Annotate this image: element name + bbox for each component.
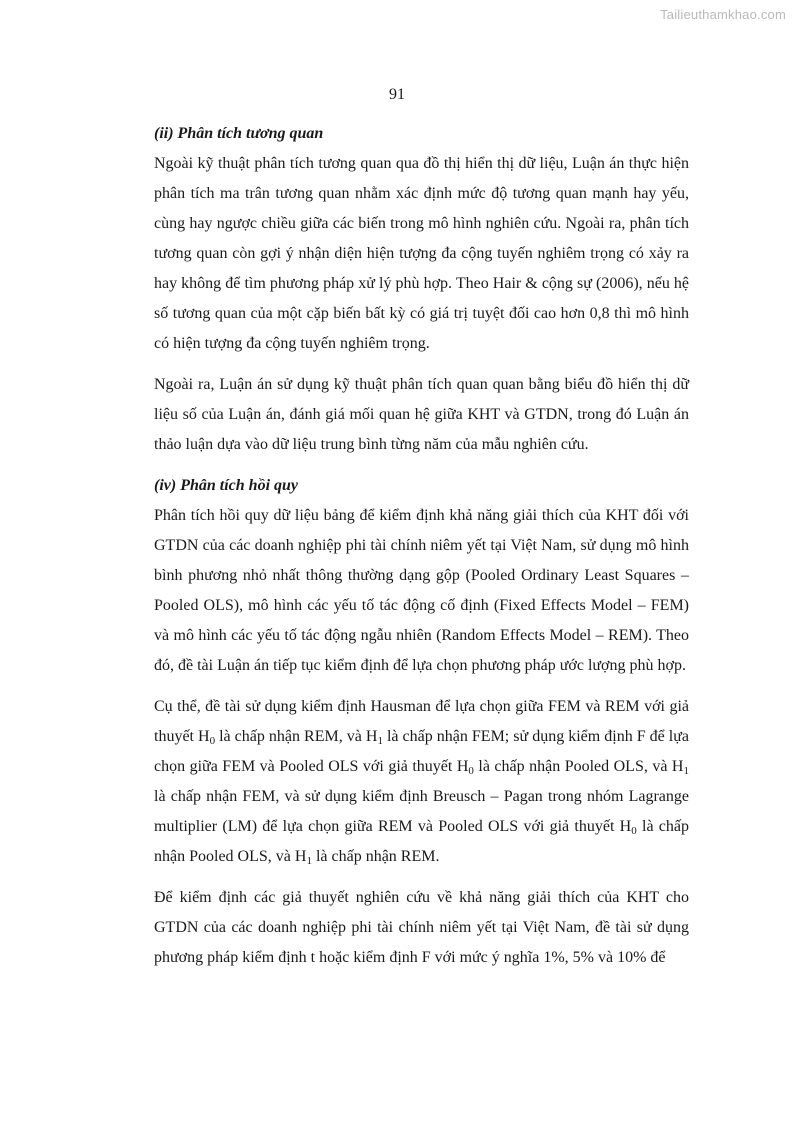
paragraph-text: Ngoài kỹ thuật phân tích tương quan qua đồ thị hiển thị dữ liệu, Luận án thực hiện phân tích ma trân tương quan nhằm xác định mức độ tương quan mạnh hay yếu, cùng hay ngược chiều giữa các biến trong mô hình nghiên cứu. Ngoài ra, phân tích tương quan còn gợi ý nhận diện hiện tượng đa cộng tuyến nghiêm trọng có xảy ra hay không để tìm phương pháp xử lý phù hợp. Theo Hair & cộng sự (2006), nếu hệ số tương quan của một cặp biến bất kỳ có giá trị tuyệt đối cao hơn 0,8 thì mô hình có hiện tượng đa cộng tuyến nghiêm trọng. <box>154 155 689 352</box>
subscript: 0 <box>209 735 216 747</box>
text-run: là chấp nhận Pooled OLS, và H <box>473 758 684 775</box>
paragraph <box>154 149 689 359</box>
subscript: 0 <box>468 765 474 777</box>
text-run: là chấp nhận REM. <box>311 848 440 865</box>
subscript: 1 <box>377 735 383 747</box>
paragraph <box>154 501 689 681</box>
subscript: 1 <box>306 855 312 867</box>
paragraph-text: Để kiểm định các giả thuyết nghiên cứu về khả năng giải thích của KHT cho GTDN của các doanh nghiệp phi tài chính niêm yết tại Việt Nam, đề tài sử dụng phương pháp kiểm định t hoặc kiểm định F với mức ý nghĩa 1%, 5% và 10% để <box>154 889 689 966</box>
document-body <box>154 119 689 973</box>
text-run: là chấp nhận Pooled OLS, và H <box>154 818 690 865</box>
text-run: là chấp nhận FEM, và sử dụng kiểm định Breusch – Pagan trong nhóm Lagrange multiplier (LM) để lựa chọn giữa REM và Pooled OLS với giả thuyết H <box>154 788 689 835</box>
text-run: Cụ thể, đề tài sử dụng kiểm định Hausman để lựa chọn giữa FEM và REM với giả thuyết H <box>154 698 689 745</box>
paragraph <box>154 370 689 460</box>
text-run: là chấp nhận REM, và H <box>215 728 378 745</box>
section-heading-regression: (iv) Phân tích hồi quy <box>154 477 299 494</box>
page-number: 91 <box>389 86 405 103</box>
watermark: Tailieuthamkhao.com <box>660 7 786 22</box>
text-run: là chấp nhận FEM; sử dụng kiểm định F để lựa chọn giữa FEM và Pooled OLS với giả thuyết H <box>154 728 690 775</box>
subscript: 1 <box>683 765 689 777</box>
paragraph-text: Phân tích hồi quy dữ liệu bảng để kiểm định khả năng giải thích của KHT đối với GTDN của các doanh nghiệp phi tài chính niêm yết tại Việt Nam, sử dụng mô hình bình phương nhỏ nhất thông thường dạng gộp (Pooled Ordinary Least Squares – Pooled OLS), mô hình các yếu tố tác động cố định (Fixed Effects Model – FEM) và mô hình các yếu tố tác động ngẫu nhiên (Random Effects Model – REM). Theo đó, đề tài Luận án tiếp tục kiểm định để lựa chọn phương pháp ước lượng phù hợp. <box>154 507 689 674</box>
paragraph <box>154 883 689 973</box>
subscript: 0 <box>631 825 637 837</box>
section-heading-correlation: (ii) Phân tích tương quan <box>154 125 324 142</box>
paragraph-text: Ngoài ra, Luận án sử dụng kỹ thuật phân tích quan quan bằng biểu đồ hiển thị dữ liệu số của Luận án, đánh giá mối quan hệ giữa KHT và GTDN, trong đó Luận án thảo luận dựa vào dữ liệu trung bình từng năm của mẫu nghiên cứu. <box>154 376 689 453</box>
paragraph-hypotheses <box>154 692 689 872</box>
